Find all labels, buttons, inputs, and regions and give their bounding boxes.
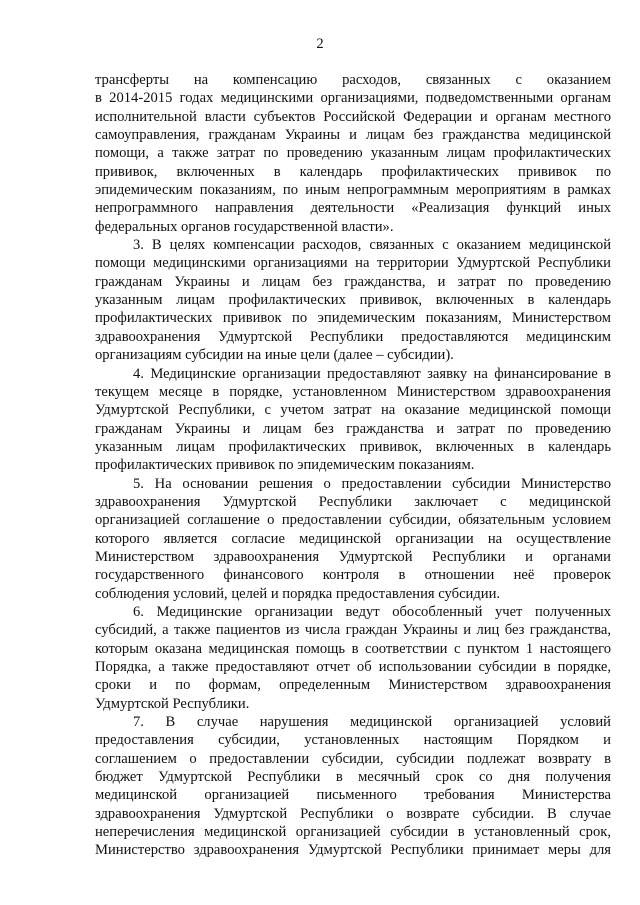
text-line: которого является согласие медицинской организации на осуществление (95, 530, 611, 547)
text-line: соблюдения условий, целей и порядка предоставления субсидии. (95, 585, 501, 602)
text-line: здравоохранения Удмуртской Республики предоставляются медицинским (95, 328, 611, 345)
text-line: указанным лицам профилактических прививок, включенных в календарь (95, 292, 611, 309)
text-line: эпидемическим показаниям, по иным непрограммным мероприятиям в рамках (95, 182, 611, 199)
text-line: 3. В целях компенсации расходов, связанных с оказанием медицинской (133, 237, 611, 254)
text-line: 6. Медицинские организации ведут обособленный учет полученных (133, 603, 611, 620)
text-line: в 2014-2015 годах медицинскими организациями, подведомственными органам (95, 90, 611, 107)
page-number: 2 (316, 36, 324, 52)
text-line: здравоохранения Удмуртской Республики заключает с медицинской (95, 493, 611, 510)
text-line: гражданам Украины и лицам без гражданства и затрат по проведению (95, 420, 611, 437)
text-line: помощи медицинскими организациями на территории Удмуртской Республики (95, 255, 611, 272)
text-line: организацией соглашение о предоставлении субсидии, обязательным условием (95, 512, 611, 529)
text-line: сроки и по формам, определенным Министерством здравоохранения (95, 677, 611, 694)
text-line: исполнительной власти субъектов Российской Федерации и органам местного (95, 108, 611, 125)
text-line: организациям субсидии на иные цели (далее – субсидии). (95, 347, 454, 364)
text-line: указанным лицам профилактических прививок, включенных в календарь (95, 438, 611, 455)
text-line: 7. В случае нарушения медицинской организацией условий (133, 714, 611, 731)
text-line: Порядка, а также предоставляют отчет об использовании субсидии в порядке, (95, 659, 611, 675)
text-line: прививок, включенных в календарь профилактических прививок по (95, 163, 611, 180)
text-line: трансферты на компенсацию расходов, связанных с оказанием (95, 72, 611, 88)
text-line: бюджет Удмуртской Республики в месячный срок со дня получения (95, 769, 611, 786)
document-body (95, 71, 611, 860)
text-line: Министерством здравоохранения Удмуртской Республики и органами (95, 548, 611, 565)
text-line: медицинской организацией письменного требования Министерства (95, 787, 611, 804)
text-line: непрограммного направления деятельности «Реализация функций иных (95, 200, 611, 217)
text-line: федеральных органов государственной власти». (95, 218, 394, 235)
text-line: которым оказана медицинская помощь в соответствии с пунктом 1 настоящего (95, 640, 611, 657)
text-line: 4. Медицинские организации предоставляют заявку на финансирование в (133, 365, 611, 382)
text-line: гражданам Украины и лицам без гражданства, и затрат по проведению (95, 273, 611, 290)
text-line: самоуправления, гражданам Украины и лицам без гражданства медицинской (95, 127, 611, 144)
text-line: соглашением о предоставлении субсидии, субсидии подлежат возврату в (95, 750, 611, 767)
text-line: профилактических прививок по эпидемическим показаниям. (95, 457, 475, 474)
text-line: государственного финансового контроля в отношении неё проверок (95, 567, 611, 584)
text-line: предоставления субсидии, установленных настоящим Порядком и (95, 732, 611, 749)
text-line: Удмуртской Республики. (95, 695, 250, 712)
text-line: 5. На основании решения о предоставлении субсидии Министерство (133, 475, 611, 492)
text-line: субсидий, а также пациентов из числа граждан Украины и лиц без гражданства, (95, 622, 611, 639)
text-line: здравоохранения Удмуртской Республики о возврате субсидии. В случае (95, 805, 611, 822)
text-line: текущем месяце в порядке, установленном Министерством здравоохранения (95, 383, 611, 400)
text-line: помощи, а также затрат по проведению указанным лицам профилактических (95, 145, 611, 162)
text-line: неперечисления медицинской организацией субсидии в установленный срок, (95, 824, 611, 841)
text-line: Удмуртской Республики, с учетом затрат на оказание медицинской помощи (95, 402, 611, 419)
text-line: Министерство здравоохранения Удмуртской Республики принимает меры для (95, 842, 611, 859)
text-line: профилактических прививок по эпидемическим показаниям, Министерством (95, 310, 611, 327)
